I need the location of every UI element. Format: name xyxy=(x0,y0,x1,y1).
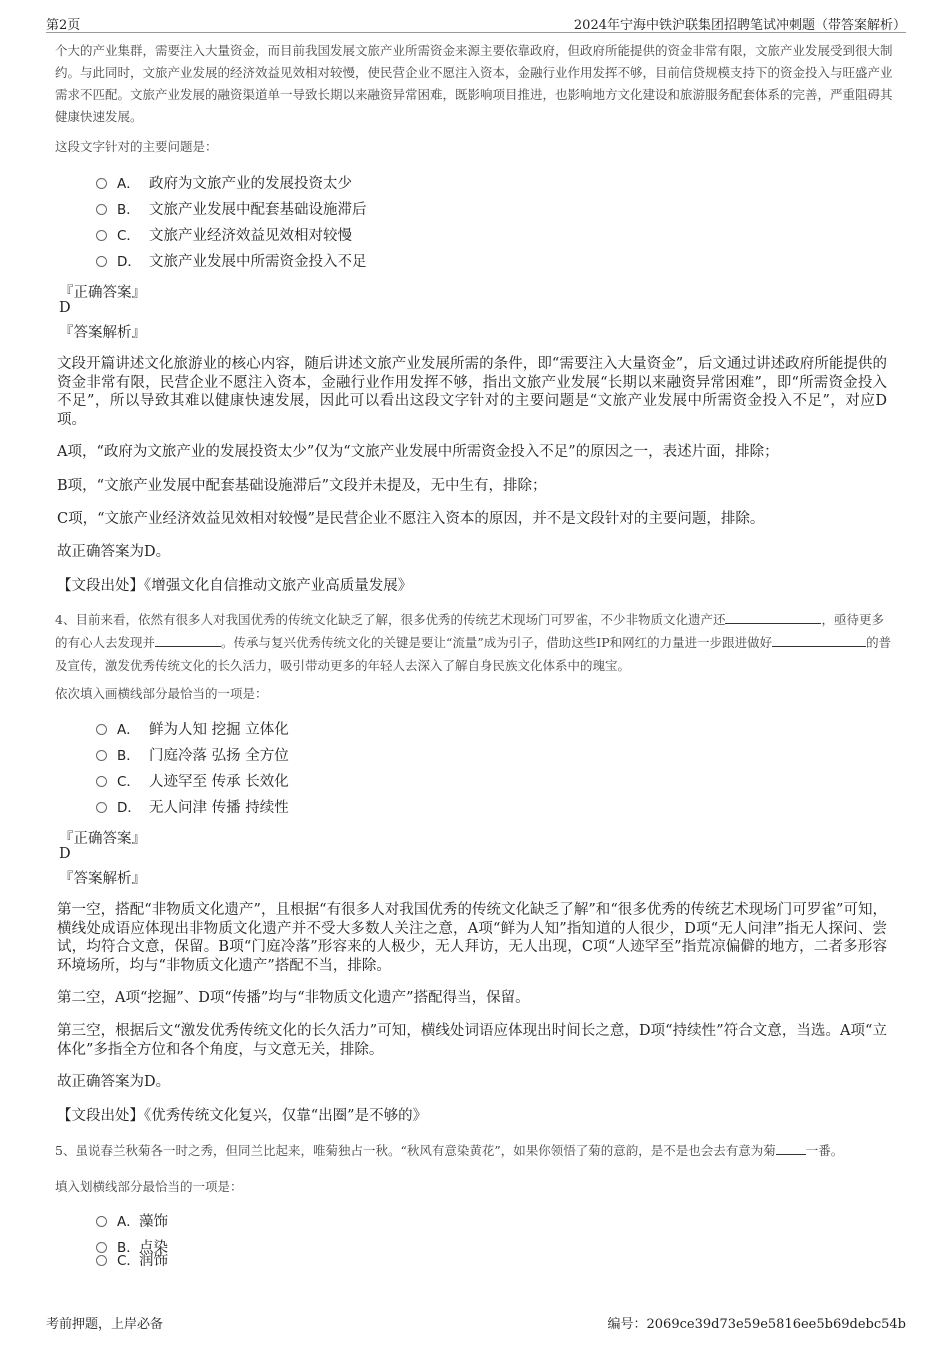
page-number: 第2页 xyxy=(46,18,81,33)
fill-blank-3[interactable] xyxy=(772,635,866,647)
q3-option-a[interactable]: A． 政府为文旅产业的发展投资太少 xyxy=(96,174,352,194)
q3-option-b[interactable]: B． 文旅产业发展中配套基础设施滞后 xyxy=(96,200,367,220)
q4-option-a[interactable]: A． 鲜为人知 挖掘 立体化 xyxy=(96,720,289,740)
radio-icon[interactable] xyxy=(96,802,107,813)
q4-analysis-p3: 第三空，根据后文“激发优秀传统文化的长久活力”可知，横线处词语应体现出时间长之意，D项“持续性”符合文意，当选。A项“立体化”多指全方位和各个角度，与文意无关，排除。 xyxy=(57,1023,887,1058)
q4-analysis-p4: 故正确答案为D。 xyxy=(57,1074,171,1090)
q4-analysis-p2: 第二空，A项“挖掘”、D项“传播”均与“非物质文化遗产”搭配得当，保留。 xyxy=(57,990,530,1006)
q3-answer-label: 『正确答案』 xyxy=(59,285,146,301)
radio-icon[interactable] xyxy=(96,776,107,787)
fill-blank[interactable] xyxy=(776,1143,806,1155)
q3-analysis-p1: 文段开篇讲述文化旅游业的核心内容，随后讲述文旅产业发展所需的条件，即“需要注入大量资金”，后文通过讲述政府所能提供的资金非常有限，民营企业不愿注入资本，金融行业作用发挥不够，指出文旅产业发展“长期以来融资异常困难”，即“所需资金投入不足”，所以导致其难以健康快速发展，因此可以看出这段文字针对的主要问题是“文旅产业发展中所需资金投入不足”，对应D项。 xyxy=(57,356,887,428)
q3-analysis-p3: B项，“文旅产业发展中配套基础设施滞后”文段并未提及，无中生有，排除； xyxy=(57,478,547,494)
radio-icon[interactable] xyxy=(96,750,107,761)
q4-option-d[interactable]: D． 无人问津 传播 持续性 xyxy=(96,798,289,818)
q3-option-d[interactable]: D． 文旅产业发展中所需资金投入不足 xyxy=(96,252,367,272)
document-id: 编号：2069ce39d73e59e5816ee5b69debc54b xyxy=(607,1317,906,1332)
radio-icon[interactable] xyxy=(96,1255,107,1266)
radio-icon[interactable] xyxy=(96,178,107,189)
q4-source: 【文段出处】《优秀传统文化复兴，仅靠“出圈”是不够的》 xyxy=(57,1108,428,1124)
q4-analysis-label: 『答案解析』 xyxy=(59,871,146,887)
q4-option-c[interactable]: C． 人迹罕至 传承 长效化 xyxy=(96,772,289,792)
radio-icon[interactable] xyxy=(96,230,107,241)
q5-question: 填入划横线部分最恰当的一项是： xyxy=(55,1179,243,1194)
q4-option-b[interactable]: B． 门庭冷落 弘扬 全方位 xyxy=(96,746,289,766)
page-footer xyxy=(46,1313,906,1332)
q3-question: 这段文字针对的主要问题是： xyxy=(55,139,218,154)
radio-icon[interactable] xyxy=(96,204,107,215)
q4-passage: 4、目前来看，依然有很多人对我国优秀的传统文化缺乏了解，很多优秀的传统艺术现场门可罗雀，不少非物质文化遗产还 ，亟待更多的有心人去发现并 。传承与复兴优秀传统文化的关键是要让“流量”成为引子，借助这些IP和网红的力量进一步跟进做好 的普及宣传，激发优秀传统文化的长久活力，吸引带动更多的年轻人去深入了解自身民族文化体系中的瑰宝。 xyxy=(55,612,892,673)
q3-answer: D xyxy=(59,300,71,316)
fill-blank-1[interactable] xyxy=(725,612,821,624)
fill-blank-2[interactable] xyxy=(155,635,221,647)
page-header xyxy=(46,12,906,33)
q4-analysis-p1: 第一空，搭配“非物质文化遗产”，且根据“有很多人对我国优秀的传统文化缺乏了解”和“很多优秀的传统艺术现场门可罗雀”可知，横线处成语应体现出非物质文化遗产并不受大多数人关注之意，A项“鲜为人知”指知道的人很少，D项“无人问津”指无人探问、尝试，均符合文意，保留。B项“门庭冷落”形容来的人极少，无人拜访，无人出现，C项“人迹罕至”指荒凉偏僻的地方，二者多形容环境场所，均与“非物质文化遗产”搭配不当，排除。 xyxy=(57,902,887,974)
q3-analysis-label: 『答案解析』 xyxy=(59,325,146,341)
q5-passage: 5、虽说春兰秋菊各一时之秀，但同兰比起来，唯菊独占一秋。“秋风有意染黄花”，如果你领悟了菊的意韵，是不是也会去有意为菊 一番。 xyxy=(55,1143,844,1158)
q5-option-c[interactable]: C．润饰 xyxy=(96,1251,168,1271)
radio-icon[interactable] xyxy=(96,256,107,267)
q3-option-c[interactable]: C． 文旅产业经济效益见效相对较慢 xyxy=(96,226,352,246)
q5-option-a[interactable]: A．藻饰 xyxy=(96,1212,168,1232)
radio-icon[interactable] xyxy=(96,724,107,735)
q3-source: 【文段出处】《增强文化自信推动文旅产业高质量发展》 xyxy=(57,578,413,594)
q3-analysis-p4: C项，“文旅产业经济效益见效相对较慢”是民营企业不愿注入资本的原因，并不是文段针对的主要问题，排除。 xyxy=(57,511,765,527)
q3-analysis-p5: 故正确答案为D。 xyxy=(57,544,171,560)
q5-option-b[interactable]: B．点染 xyxy=(96,1238,168,1258)
q4-answer: D xyxy=(59,846,71,862)
footer-slogan: 考前押题，上岸必备 xyxy=(46,1317,164,1332)
radio-icon[interactable] xyxy=(96,1216,107,1227)
document-title: 2024年宁海中铁沪联集团招聘笔试冲刺题（带答案解析） xyxy=(573,18,906,33)
q4-question: 依次填入画横线部分最恰当的一项是： xyxy=(55,686,268,701)
q3-analysis-p2: A项，“政府为文旅产业的发展投资太少”仅为“文旅产业发展中所需资金投入不足”的原因之一，表述片面，排除； xyxy=(57,444,779,460)
q4-answer-label: 『正确答案』 xyxy=(59,831,146,847)
q3-passage: 个大的产业集群，需要注入大量资金，而目前我国发展文旅产业所需资金来源主要依靠政府，但政府所能提供的资金非常有限，文旅产业发展受到很大制约。与此同时，文旅产业发展的经济效益见效相对较慢，使民营企业不愿注入资本，金融行业作用发挥不够，目前信贷规模支持下的资金投入与旺盛产业需求不匹配。文旅产业发展的融资渠道单一导致长期以来融资异常困难，既影响项目推进，也影响地方文化建设和旅游服务配套体系的完善，严重阻碍其健康快速发展。 xyxy=(55,43,893,124)
